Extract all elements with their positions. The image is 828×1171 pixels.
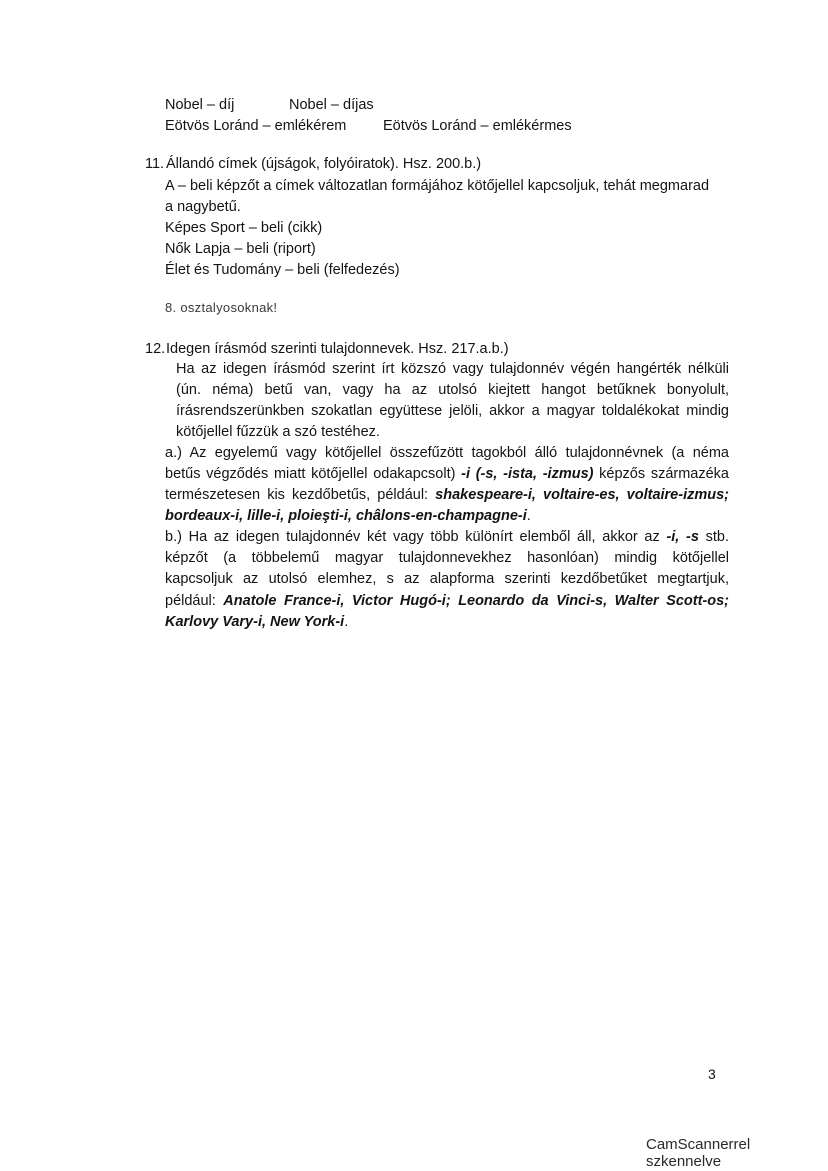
b-line5-tail: . bbox=[344, 614, 349, 630]
b-line4-text: például: bbox=[165, 593, 224, 609]
section12-b-line4 bbox=[165, 591, 729, 611]
section12-number: 12. bbox=[145, 341, 166, 357]
pair-row1-right: Nobel – díjas bbox=[289, 97, 374, 113]
b-line1-suffixes: -i, -s bbox=[666, 529, 699, 545]
b-line1-text: b.) Ha az idegen tulajdonnév két vagy több különírt elemből áll, akkor az bbox=[165, 529, 667, 545]
section11-number: 11. bbox=[145, 156, 165, 172]
pair-row2-right: Eötvös Loránd – emlékérmes bbox=[383, 118, 572, 134]
section11-text-line2: a nagybetű. bbox=[165, 199, 241, 215]
section12-b-line1 bbox=[165, 527, 729, 547]
a-line4-examples: bordeaux-i, lille-i, ploieşti-i, châlons-en-champagne-i bbox=[165, 508, 527, 524]
a-line3-text: természetesen kis kezdőbetűs, például: bbox=[165, 487, 436, 503]
section12-heading: Idegen írásmód szerinti tulajdonnevek. Hsz. 217.a.b.) bbox=[166, 341, 509, 357]
section12-b-line3: kapcsoljuk az utolsó elemhez, s az alapforma szerinti kezdőbetűket megtartjuk, bbox=[165, 571, 729, 587]
pair-row2-left: Eötvös Loránd – emlékérem bbox=[165, 118, 347, 134]
section12-intro-line3: írásrendszerünkben szokatlan együttese jelöli, akkor a magyar toldalékokat mindig bbox=[176, 403, 729, 419]
scanner-watermark: CamScannerrel szkennelve bbox=[646, 1136, 751, 1170]
section11-text-line1: A – beli képzőt a címek változatlan formájához kötőjellel kapcsoljuk, tehát megmarad bbox=[165, 178, 710, 194]
a-line2-suffixes: -i (-s, -ista, -izmus) bbox=[461, 466, 594, 482]
section12-a-line1: a.) Az egyelemű vagy kötőjellel összefűzött tagokból álló tulajdonnévnek (a néma bbox=[165, 445, 729, 461]
handwritten-note: 8. osztalyosoknak! bbox=[165, 300, 278, 315]
section11-example-3: Élet és Tudomány – beli (felfedezés) bbox=[165, 262, 400, 278]
section11-heading: Állandó címek (újságok, folyóiratok). Hsz. 200.b.) bbox=[166, 156, 482, 172]
section12-intro-line1: Ha az idegen írásmód szerint írt közszó vagy tulajdonnév végén hangérték nélküli bbox=[176, 361, 729, 377]
section12-a-line4 bbox=[165, 506, 531, 526]
a-line2-text: betűs végződés miatt kötőjellel odakapcsolt) bbox=[165, 466, 462, 482]
a-line2-tail: képzős származéka bbox=[593, 466, 729, 482]
b-line5-examples: Karlovy Vary-i, New York-i bbox=[165, 614, 345, 630]
section12-intro-line2: (ún. néma) betű van, vagy ha az utolsó kiejtett hangot betűknek bonyolult, bbox=[176, 382, 729, 398]
b-line4-examples: Anatole France-i, Victor Hugó-i; Leonardo da Vinci-s, Walter Scott-os; bbox=[223, 593, 730, 609]
section12-a-line2 bbox=[165, 464, 729, 484]
page-number: 3 bbox=[708, 1066, 716, 1082]
section11-example-2: Nők Lapja – beli (riport) bbox=[165, 241, 316, 257]
pair-row1-left: Nobel – díj bbox=[165, 97, 235, 113]
section12-b-line5 bbox=[165, 612, 348, 632]
a-line4-tail: . bbox=[526, 508, 531, 524]
a-line3-examples: shakespeare-i, voltaire-es, voltaire-izmus; bbox=[435, 487, 729, 503]
b-line1-tail: stb. bbox=[698, 529, 729, 545]
section12-intro-last: kötőjellel fűzzük a szó testéhez. bbox=[176, 424, 380, 440]
section11-example-1: Képes Sport – beli (cikk) bbox=[165, 220, 323, 236]
section12-a-line3 bbox=[165, 485, 729, 505]
section12-b-line2: képzőt (a többelemű magyar tulajdonnevekhez hasonlóan) mindig kötőjellel bbox=[165, 550, 729, 566]
